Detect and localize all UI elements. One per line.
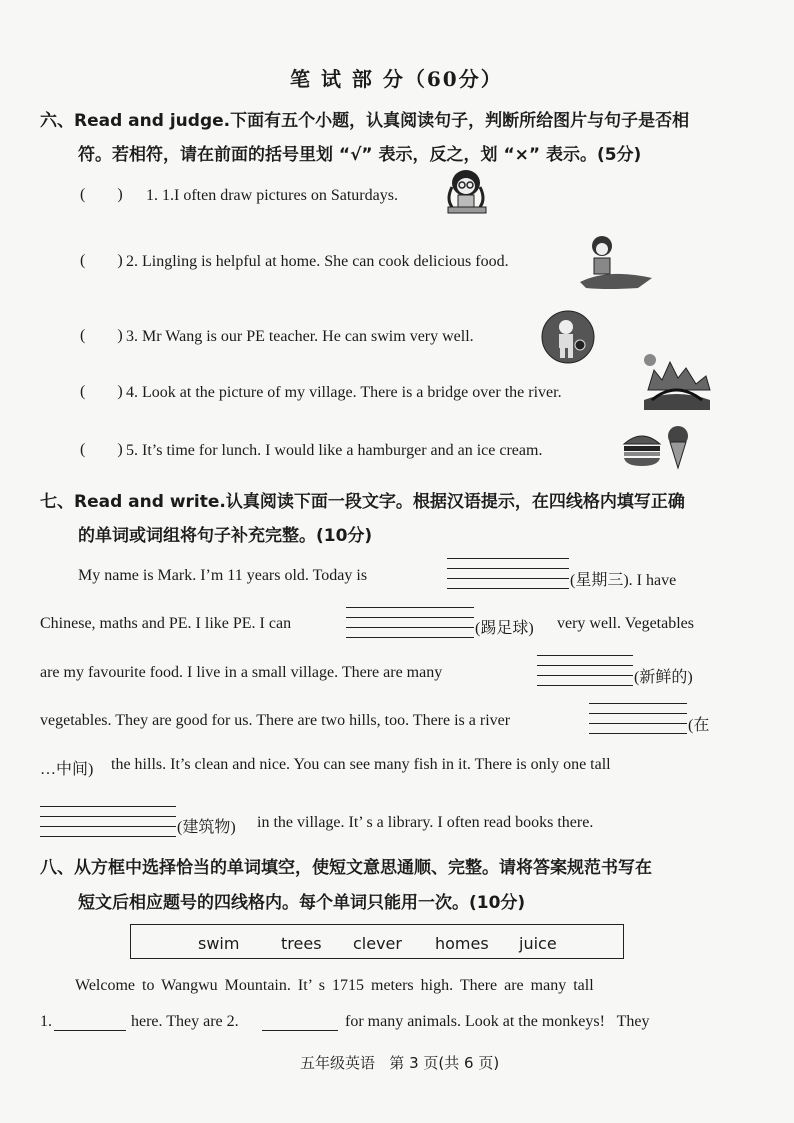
section8-heading-line2: 短文后相应题号的四线格内。每个单词只能用一次。(10分) — [78, 893, 526, 913]
passage-line-1: My name is Mark. I’m 11 years old. Today is — [78, 567, 368, 584]
answer-bracket-2[interactable]: ( ) — [80, 252, 123, 269]
passage-line-2b: very well. Vegetables — [557, 615, 694, 632]
passage8-line-2b: here. They are 2. — [131, 1013, 239, 1030]
answer-bracket-4[interactable]: ( ) — [80, 383, 123, 400]
blank-2[interactable] — [262, 1030, 338, 1031]
passage-line-6: in the village. It’ s a library. I often read books there. — [257, 814, 594, 831]
hint-fresh: (新鲜的) — [634, 669, 693, 686]
question-1-text: 1. 1.I often draw pictures on Saturdays. — [146, 187, 398, 204]
passage8-line-2c: for many animals. Look at the monkeys! They — [345, 1013, 650, 1030]
section6-heading-line1: 六、Read and judge.下面有五个小题，认真阅读句子，判断所给图片与句子是否相 — [40, 111, 690, 131]
hint-building: (建筑物) — [177, 819, 236, 836]
answer-bracket-1[interactable]: ( ) — [80, 186, 123, 203]
hint-wednesday: (星期三). I have — [570, 572, 677, 589]
blank-1[interactable] — [54, 1030, 126, 1031]
girl-drawing-icon — [440, 165, 496, 221]
section7-heading-line2: 的单词或词组将句子补充完整。(10分) — [78, 526, 373, 546]
word-bank-item-homes: homes — [435, 934, 489, 953]
section6-heading-line2: 符。若相符，请在前面的括号里划 “√” 表示，反之，划 “×” 表示。(5分) — [78, 145, 642, 165]
passage-line-3: are my favourite food. I live in a small village. There are many — [40, 664, 443, 681]
four-line-grid-fresh[interactable] — [537, 655, 633, 685]
four-line-grid-between[interactable] — [589, 703, 687, 733]
village-bridge-icon — [640, 350, 714, 416]
question-4-text: 4. Look at the picture of my village. There is a bridge over the river. — [126, 384, 562, 401]
passage8-line-1: Welcome to Wangwu Mountain. It’ s 1715 meters high. There are many tall — [75, 977, 594, 994]
page-title: 笔 试 部 分（60分） — [290, 67, 503, 91]
four-line-grid-wednesday[interactable] — [447, 558, 569, 588]
hamburger-icecream-icon — [620, 422, 694, 474]
passage8-line-2a: 1. — [40, 1013, 52, 1030]
question-3-text: 3. Mr Wang is our PE teacher. He can swim very well. — [126, 328, 474, 345]
four-line-grid-building[interactable] — [40, 806, 176, 836]
answer-bracket-3[interactable]: ( ) — [80, 327, 123, 344]
word-bank-item-swim: swim — [198, 934, 240, 953]
answer-bracket-5[interactable]: ( ) — [80, 441, 123, 458]
four-line-grid-play-football[interactable] — [346, 607, 474, 637]
basketball-player-icon — [540, 309, 596, 365]
passage-line-4: vegetables. They are good for us. There are two hills, too. There is a river — [40, 712, 511, 729]
passage-line-5: the hills. It’s clean and nice. You can see many fish in it. There is only one tall — [111, 756, 611, 773]
page-footer: 五年级英语 第 3 页(共 6 页) — [300, 1054, 500, 1072]
question-2-text: 2. Lingling is helpful at home. She can cook delicious food. — [126, 253, 509, 270]
hint-between-a: (在 — [688, 717, 710, 734]
word-bank-item-juice: juice — [519, 934, 557, 953]
hint-between-b: …中间) — [40, 761, 94, 778]
question-5-text: 5. It’s time for lunch. I would like a hamburger and an ice cream. — [126, 442, 543, 459]
hint-play-football: (踢足球) — [475, 620, 534, 637]
section7-heading-line1: 七、Read and write.认真阅读下面一段文字。根据汉语提示，在四线格内填写正确 — [40, 492, 685, 512]
word-bank-item-clever: clever — [353, 934, 402, 953]
girl-sitting-icon — [578, 232, 654, 294]
word-bank-item-trees: trees — [281, 934, 322, 953]
passage-line-2a: Chinese, maths and PE. I like PE. I can — [40, 615, 292, 632]
section8-heading-line1: 八、从方框中选择恰当的单词填空，使短文意思通顺、完整。请将答案规范书写在 — [40, 858, 652, 878]
